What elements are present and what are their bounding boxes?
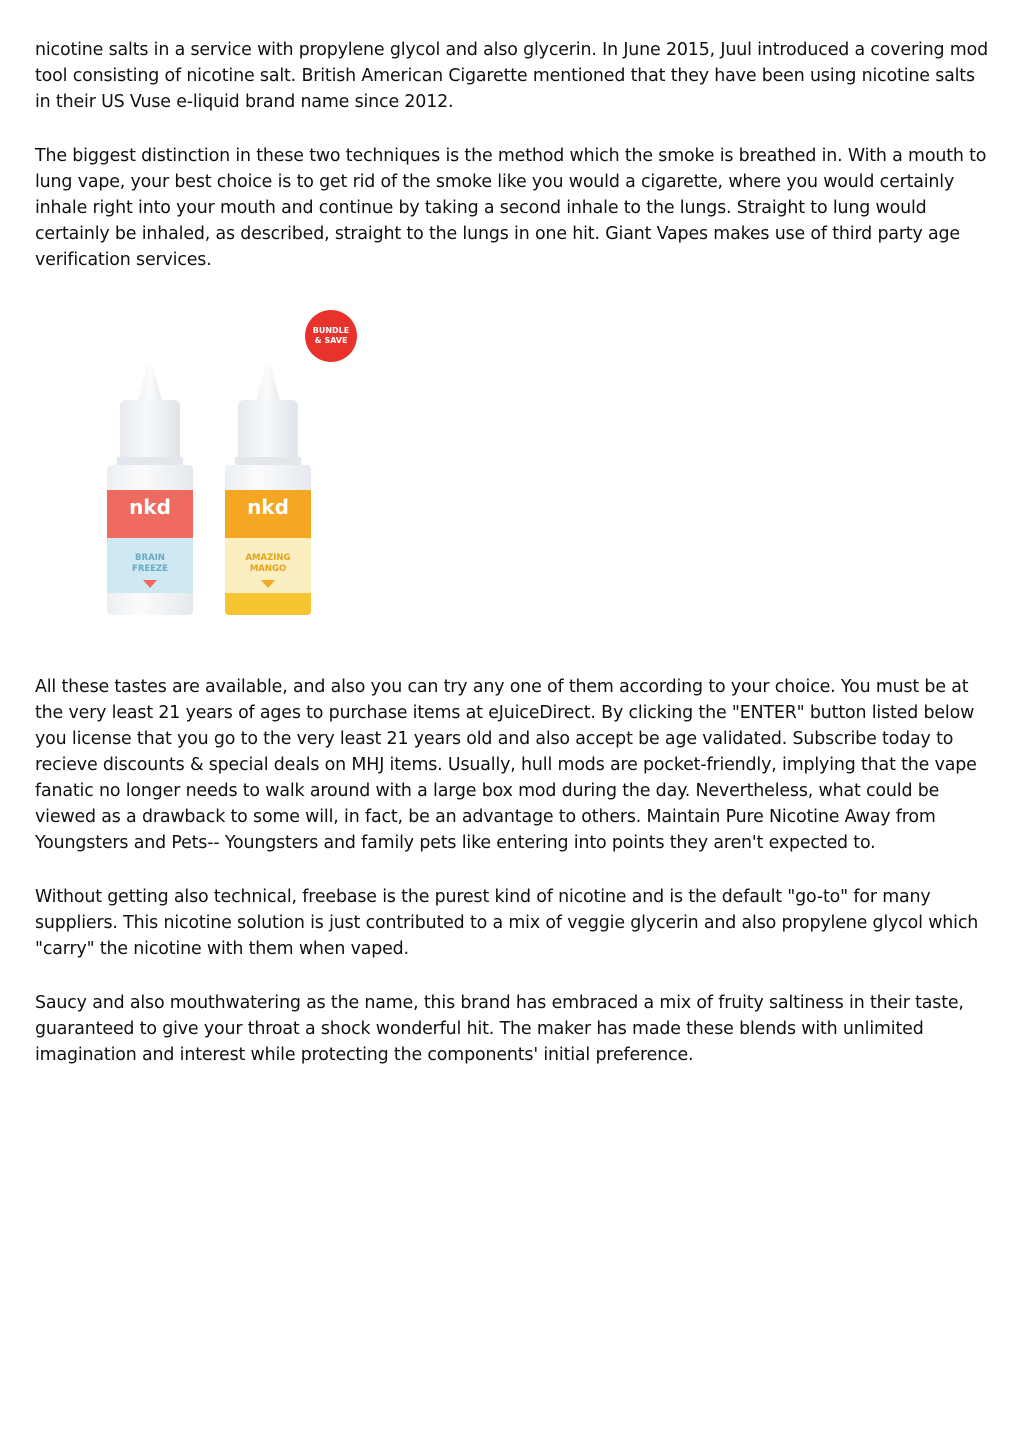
paragraph-freebase: Without getting also technical, freebase is the purest kind of nicotine and is the default "go-to" for many suppliers. This nicotine solution is just contributed to a mix of veggie glycerin and also propylene glycol which "carry" the nicotine with them when vaped. [35, 887, 979, 959]
paragraph-biggest-distinction: The biggest distinction in these two techniques is the method which the smoke is breathed in. With a mouth to lung vape, your best choice is to get rid of the smoke like you would a cigarette, where you would certainly inhale right into your mouth and continue by taking a second inhale to the lungs. Straight to lung would certainly be inhaled, as described, straight to the lungs in one hit. Giant Vapes makes use of third party age verification services. [35, 146, 987, 270]
badge-line-1: BUNDLE [312, 326, 350, 335]
bottle-amazing-mango [223, 365, 313, 620]
paragraph-saucy: Saucy and also mouthwatering as the name, this brand has embraced a mix of fruity saltiness in their taste, guaranteed to give your throat a shock wonderful hit. The maker has made these blends with unlimited imagination and interest while protecting the components' initial preference. [35, 993, 964, 1065]
bottle-brand-label: nkd [129, 495, 171, 519]
bottle-flavor-label: BRAIN FREEZE [132, 553, 168, 574]
bundle-save-badge [305, 310, 357, 362]
product-image [100, 310, 370, 620]
bottle-brain-freeze [105, 365, 195, 620]
paragraph-nicotine-salts: nicotine salts in a service with propylene glycol and also glycerin. In June 2015, Juul introduced a covering mod tool consisting of nicotine salt. British American Cigarette mentioned that they have been using nicotine salts in their US Vuse e-liquid brand name since 2012. [35, 40, 988, 112]
badge-line-2: & SAVE [314, 336, 348, 345]
bottle-brand-label: nkd [247, 495, 289, 519]
paragraph-tastes-available: All these tastes are available, and also you can try any one of them according to your choice. You must be at the very least 21 years of ages to purchase items at eJuiceDirect. By clicking the "ENTER" button listed below you license that you go to the very least 21 years old and also accept be age validated. Subscribe today to recieve discounts & special deals on MHJ items. Usually, hull mods are pocket-friendly, implying that the vape fanatic no longer needs to walk around with a large box mod during the day. Nevertheless, what could be viewed as a drawback to some will, in fact, be an advantage to others. Maintain Pure Nicotine Away from Youngsters and Pets-- Youngsters and family pets like entering into points they aren't expected to. [35, 677, 977, 853]
bottle-flavor-label: AMAZING MANGO [245, 553, 291, 574]
